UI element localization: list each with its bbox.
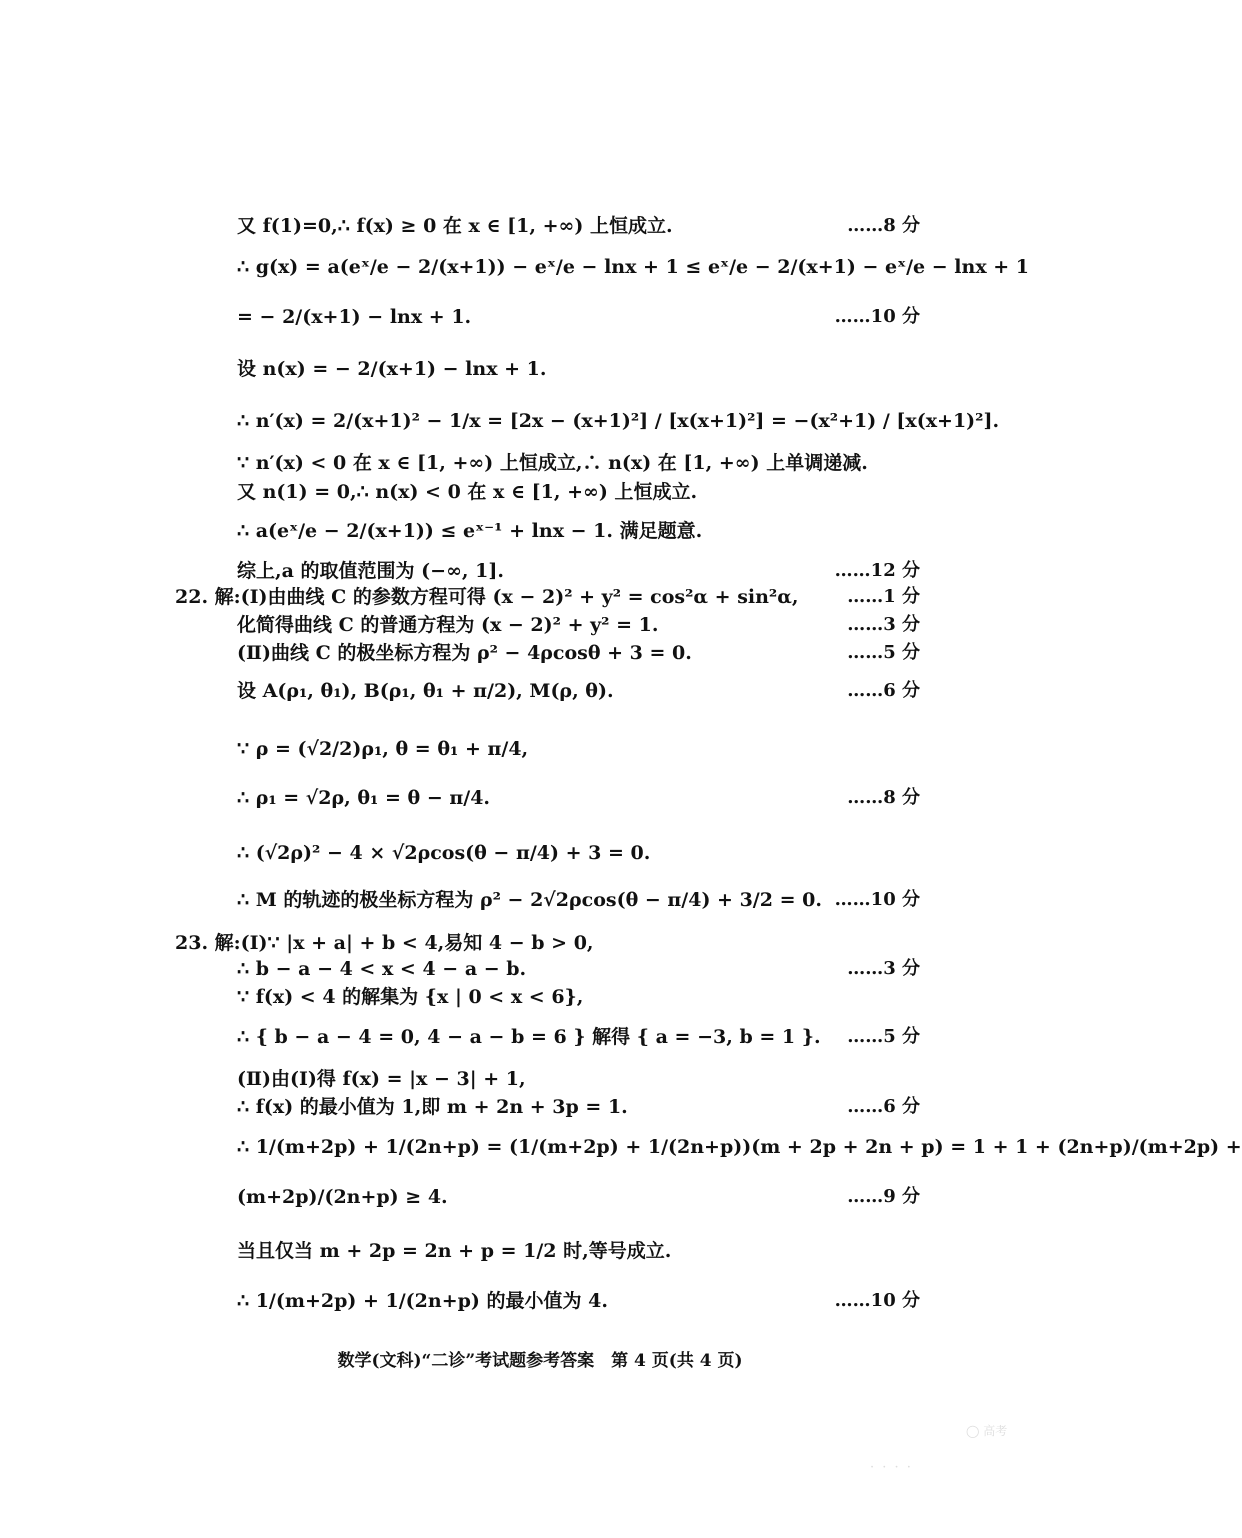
solution-line: = − 2/(x+1) − lnx + 1. xyxy=(237,306,472,328)
solution-line: ∴ n′(x) = 2/(x+1)² − 1/x = [2x − (x+1)²] / [x(x+1)²] = −(x²+1) / [x(x+1)²]. xyxy=(237,410,1000,432)
watermark-text: · · · · xyxy=(870,1460,913,1475)
score-marker: ……12 分 xyxy=(834,560,920,581)
score-marker: ……6 分 xyxy=(847,1096,920,1117)
solution-line: ∴ 1/(m+2p) + 1/(2n+p) = (1/(m+2p) + 1/(2n+p))(m + 2p + 2n + p) = 1 + 1 + (2n+p)/(m+2p) + xyxy=(237,1136,1242,1158)
score-marker: ……3 分 xyxy=(847,958,920,979)
score-marker: ……8 分 xyxy=(847,787,920,808)
score-marker: ……3 分 xyxy=(847,614,920,635)
score-marker: ……8 分 xyxy=(847,215,920,236)
solution-line: 综上,a 的取值范围为 (−∞, 1]. xyxy=(237,560,504,582)
solution-line: ∴ f(x) 的最小值为 1,即 m + 2n + 3p = 1. xyxy=(237,1096,628,1118)
solution-line: 设 n(x) = − 2/(x+1) − lnx + 1. xyxy=(237,358,547,380)
solution-line: ∴ { b − a − 4 = 0, 4 − a − b = 6 } 解得 { a = −3, b = 1 }. xyxy=(237,1026,821,1048)
score-marker: ……1 分 xyxy=(847,586,920,607)
score-marker: ……10 分 xyxy=(834,1290,920,1311)
solution-line: 又 f(1)=0,∴ f(x) ≥ 0 在 x ∈ [1, +∞) 上恒成立. xyxy=(237,215,673,237)
solution-line: ∵ ρ = (√2/2)ρ₁, θ = θ₁ + π/4, xyxy=(237,738,529,760)
solution-line: 化简得曲线 C 的普通方程为 (x − 2)² + y² = 1. xyxy=(237,614,659,636)
solution-line: (Ⅱ)曲线 C 的极坐标方程为 ρ² − 4ρcosθ + 3 = 0. xyxy=(237,642,692,664)
solution-line: 22. 解:(Ⅰ)由曲线 C 的参数方程可得 (x − 2)² + y² = cos²α + sin²α, xyxy=(175,586,799,608)
solution-line: ∴ M 的轨迹的极坐标方程为 ρ² − 2√2ρcos(θ − π/4) + 3/2 = 0. xyxy=(237,889,822,911)
solution-line: 23. 解:(Ⅰ)∵ |x + a| + b < 4,易知 4 − b > 0, xyxy=(175,932,594,954)
solution-line: ∴ g(x) = a(eˣ/e − 2/(x+1)) − eˣ/e − lnx + 1 ≤ eˣ/e − 2/(x+1) − eˣ/e − lnx + 1 xyxy=(237,256,1030,278)
solution-line: ∴ a(eˣ/e − 2/(x+1)) ≤ eˣ⁻¹ + lnx − 1. 满足题意. xyxy=(237,520,703,542)
solution-line: ∴ (√2ρ)² − 4 × √2ρcos(θ − π/4) + 3 = 0. xyxy=(237,842,651,864)
score-marker: ……6 分 xyxy=(847,680,920,701)
solution-line: 又 n(1) = 0,∴ n(x) < 0 在 x ∈ [1, +∞) 上恒成立. xyxy=(237,481,698,503)
solution-line: ∵ f(x) < 4 的解集为 {x | 0 < x < 6}, xyxy=(237,986,584,1008)
solution-line: 当且仅当 m + 2p = 2n + p = 1/2 时,等号成立. xyxy=(237,1240,672,1262)
solution-line: (Ⅱ)由(Ⅰ)得 f(x) = |x − 3| + 1, xyxy=(237,1068,526,1090)
solution-line: (m+2p)/(2n+p) ≥ 4. xyxy=(237,1186,448,1208)
score-marker: ……5 分 xyxy=(847,1026,920,1047)
score-marker: ……5 分 xyxy=(847,642,920,663)
score-marker: ……9 分 xyxy=(847,1186,920,1207)
score-marker: ……10 分 xyxy=(834,306,920,327)
score-marker: ……10 分 xyxy=(834,889,920,910)
solution-line: ∴ 1/(m+2p) + 1/(2n+p) 的最小值为 4. xyxy=(237,1290,608,1312)
solution-line: ∴ ρ₁ = √2ρ, θ₁ = θ − π/4. xyxy=(237,787,491,809)
watermark-logo-text: ◯ 高考 xyxy=(966,1424,1008,1438)
solution-line: ∵ n′(x) < 0 在 x ∈ [1, +∞) 上恒成立,∴ n(x) 在 [1, +∞) 上单调递减. xyxy=(237,452,868,474)
page-footer: 数学(文科)“二诊”考试题参考答案 第 4 页(共 4 页) xyxy=(337,1351,743,1371)
solution-line: ∴ b − a − 4 < x < 4 − a − b. xyxy=(237,958,527,980)
solution-line: 设 A(ρ₁, θ₁), B(ρ₁, θ₁ + π/2), M(ρ, θ). xyxy=(237,680,614,702)
